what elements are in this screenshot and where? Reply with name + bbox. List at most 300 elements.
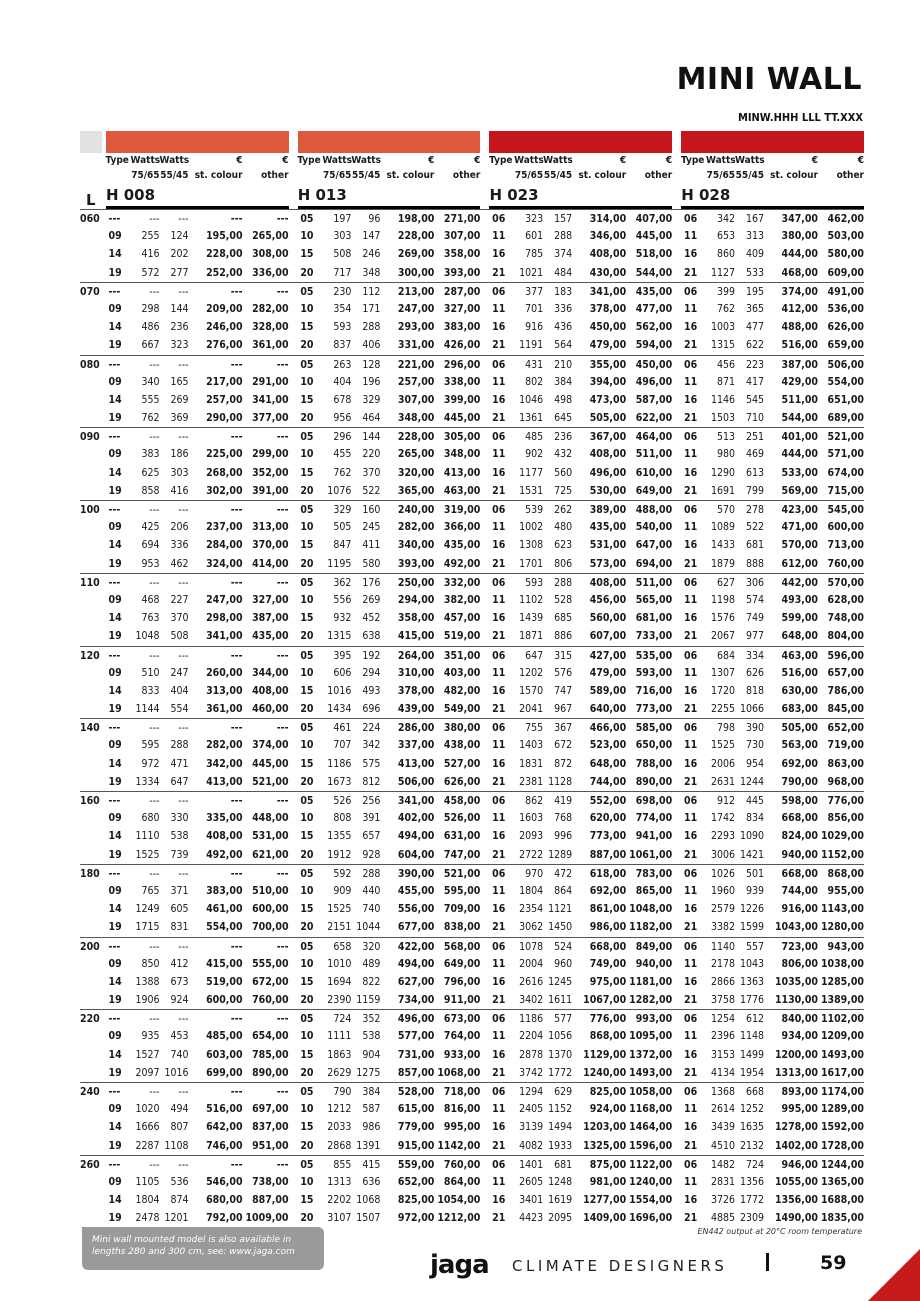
table-cell: 19 xyxy=(108,339,122,352)
table-cell: 615,00 xyxy=(397,1103,435,1116)
table-cell: 21 xyxy=(684,412,698,425)
table-cell: --- xyxy=(178,722,189,735)
column-header-cell: Watts xyxy=(130,155,161,166)
column-header-cell: Type xyxy=(681,155,705,166)
column-header-cell: st. colour xyxy=(386,170,435,181)
table-cell: 11 xyxy=(684,230,698,243)
group-cells xyxy=(681,283,864,300)
table-cell: 488,00 xyxy=(635,504,673,516)
table-cell: 933,00 xyxy=(443,1048,481,1061)
table-cell: 06 xyxy=(684,722,698,735)
table-cell: 14 xyxy=(108,975,122,988)
table-row xyxy=(80,700,864,718)
group-cells xyxy=(106,391,289,409)
table-cell: 1804 xyxy=(519,884,544,897)
table-cell: 387,00 xyxy=(252,612,289,625)
table-cell: 538 xyxy=(362,1030,381,1043)
group-cells xyxy=(297,409,480,427)
table-cell: 521,00 xyxy=(443,867,481,880)
table-cell: 16 xyxy=(492,757,506,770)
length-cell xyxy=(80,1191,106,1209)
table-cell: 299,00 xyxy=(252,448,289,461)
table-cell: 19 xyxy=(108,703,122,716)
table-cell: 293,00 xyxy=(397,321,435,334)
table-cell: 1493,00 xyxy=(820,1048,864,1061)
table-cell: 694,00 xyxy=(635,557,673,570)
table-cell: 554 xyxy=(170,703,189,716)
length-cell: 110 xyxy=(80,576,100,589)
table-cell: --- xyxy=(276,867,289,880)
table-cell: 593 xyxy=(333,321,352,334)
table-cell: 417 xyxy=(745,375,764,388)
table-cell: 623 xyxy=(554,539,573,552)
column-header-group xyxy=(106,153,289,183)
table-cell: 818 xyxy=(745,684,764,697)
table-cell: 977 xyxy=(745,630,764,643)
table-cell: 393,00 xyxy=(397,557,435,570)
table-row xyxy=(80,846,864,864)
group-cells xyxy=(106,792,289,809)
length-cell xyxy=(80,700,106,718)
length-cell xyxy=(80,1100,106,1118)
column-header-cell: € xyxy=(236,155,243,166)
table-cell: 555,00 xyxy=(252,957,289,970)
table-cell: 06 xyxy=(492,940,506,953)
table-cell: 342 xyxy=(716,213,735,225)
table-cell: 21 xyxy=(684,703,698,716)
table-cell: 4510 xyxy=(710,1139,735,1152)
table-cell: 21 xyxy=(492,412,506,425)
table-cell: 779,00 xyxy=(397,1121,435,1134)
table-cell: 855 xyxy=(333,1158,352,1171)
table-cell: 1122,00 xyxy=(629,1158,673,1171)
table-cell: 862 xyxy=(525,795,544,807)
table-cell: 1694 xyxy=(327,975,352,988)
table-cell: 240,00 xyxy=(397,504,435,516)
table-cell: 20 xyxy=(300,630,314,643)
table-cell: 539 xyxy=(525,504,544,516)
length-cell xyxy=(80,482,106,500)
table-cell: 3439 xyxy=(710,1121,735,1134)
table-cell: 1209,00 xyxy=(820,1030,864,1043)
group-cells xyxy=(297,609,480,627)
table-cell: 667 xyxy=(141,339,160,352)
table-cell: 342,00 xyxy=(206,757,243,770)
table-cell: 857,00 xyxy=(397,1066,435,1079)
table-cell: 16 xyxy=(684,757,698,770)
table-cell: 10 xyxy=(300,230,314,243)
table-cell: 378,00 xyxy=(589,302,627,315)
table-cell: 1772 xyxy=(739,1194,764,1207)
table-cell: 1960 xyxy=(710,884,735,897)
table-cell: 2033 xyxy=(327,1121,352,1134)
table-row xyxy=(80,355,864,373)
table-cell: 603,00 xyxy=(206,1048,243,1061)
group-cells xyxy=(106,846,289,864)
table-cell: 463,00 xyxy=(443,484,481,497)
table-row xyxy=(80,827,864,845)
table-cell: 14 xyxy=(108,903,122,916)
table-cell: 440 xyxy=(362,884,381,897)
table-cell: 16 xyxy=(492,612,506,625)
table-cell: 524 xyxy=(554,940,573,953)
table-cell: 1226 xyxy=(739,903,764,916)
table-cell: 1831 xyxy=(519,757,544,770)
table-row xyxy=(80,627,864,645)
length-cell xyxy=(80,227,106,245)
table-cell: 970 xyxy=(525,867,544,880)
group-cells xyxy=(681,1064,864,1082)
section-label: L xyxy=(86,191,96,209)
table-cell: 314,00 xyxy=(589,213,627,225)
table-cell: 1494 xyxy=(548,1121,573,1134)
table-row xyxy=(80,809,864,827)
table-cell: --- xyxy=(149,576,160,589)
group-cells xyxy=(489,973,672,991)
length-cell xyxy=(80,245,106,263)
table-cell: 15 xyxy=(300,1048,314,1061)
table-cell: 278 xyxy=(745,504,764,516)
table-cell: 506,00 xyxy=(827,358,864,371)
table-row xyxy=(80,591,864,609)
table-cell: 2354 xyxy=(519,903,544,916)
table-cell: 1152,00 xyxy=(820,848,864,861)
length-cell xyxy=(80,1027,106,1045)
table-cell: 833 xyxy=(141,684,160,697)
table-cell: 1186 xyxy=(519,1013,544,1026)
table-cell: 1592,00 xyxy=(820,1121,864,1134)
table-cell: 307,00 xyxy=(443,230,481,243)
table-cell: 328,00 xyxy=(252,321,289,334)
table-cell: 352 xyxy=(362,1013,381,1026)
length-cell: 080 xyxy=(80,358,100,371)
table-cell: 1402,00 xyxy=(774,1139,818,1152)
group-title: H 008 xyxy=(106,185,289,209)
table-cell: 306 xyxy=(745,576,764,589)
table-cell: 15 xyxy=(300,1194,314,1207)
table-cell: 858 xyxy=(141,484,160,497)
table-cell: 2605 xyxy=(519,1175,544,1188)
group-cells xyxy=(297,1209,480,1227)
table-cell: 724 xyxy=(333,1013,352,1026)
table-cell: 648,00 xyxy=(781,630,818,643)
table-cell: 503,00 xyxy=(827,230,864,243)
table-cell: 785 xyxy=(525,248,544,261)
table-cell: 2866 xyxy=(710,975,735,988)
table-cell: 407,00 xyxy=(635,213,673,225)
group-cells xyxy=(489,647,672,664)
table-cell: 1275 xyxy=(356,1066,381,1079)
table-cell: 20 xyxy=(300,994,314,1007)
table-cell: 1294 xyxy=(519,1086,544,1098)
group-cells xyxy=(297,882,480,900)
column-header-row xyxy=(681,168,864,183)
group-cells xyxy=(106,1118,289,1136)
table-cell: 612 xyxy=(745,1013,764,1026)
table-cell: 21 xyxy=(492,848,506,861)
group-cells xyxy=(489,609,672,627)
table-cell: 294 xyxy=(362,666,381,679)
table-cell: 186 xyxy=(170,448,189,461)
table-cell: 887,00 xyxy=(589,848,627,861)
corner-accent xyxy=(868,1249,920,1301)
length-cell xyxy=(80,1173,106,1191)
table-cell: 1863 xyxy=(327,1048,352,1061)
table-cell: 286,00 xyxy=(397,722,435,735)
table-cell: 16 xyxy=(492,1048,506,1061)
table-cell: 445 xyxy=(745,795,764,807)
group-cells xyxy=(489,773,672,791)
table-cell: 236 xyxy=(170,321,189,334)
column-header-cell: other xyxy=(644,170,673,181)
table-cell: 11 xyxy=(684,521,698,534)
table-cell: 466,00 xyxy=(589,722,627,735)
group-cells xyxy=(489,882,672,900)
table-row xyxy=(80,464,864,482)
table-cell: --- xyxy=(230,940,243,953)
table-cell: 288 xyxy=(554,230,573,243)
group-cells xyxy=(681,227,864,245)
table-cell: 816,00 xyxy=(443,1103,481,1116)
column-header-cell: Watts xyxy=(322,155,352,166)
table-cell: 11 xyxy=(492,1030,506,1043)
table-cell: 21 xyxy=(492,1139,506,1152)
table-cell: 1596,00 xyxy=(629,1139,673,1152)
group-cells xyxy=(297,518,480,536)
length-cell xyxy=(80,1064,106,1082)
table-cell: 911,00 xyxy=(443,994,481,1007)
table-cell: 626 xyxy=(745,666,764,679)
group-title: H 023 xyxy=(489,185,672,209)
table-cell: 1696,00 xyxy=(629,1212,673,1225)
table-cell: 1315 xyxy=(327,630,352,643)
table-cell: 415,00 xyxy=(397,630,435,643)
column-header-group xyxy=(489,153,672,183)
table-cell: 394,00 xyxy=(589,375,627,388)
group-cells xyxy=(106,536,289,554)
table-cell: 1016 xyxy=(164,1066,189,1079)
table-cell: 10 xyxy=(300,1175,314,1188)
table-cell: --- xyxy=(108,358,121,371)
table-cell: 871 xyxy=(716,375,735,388)
length-cell xyxy=(80,264,106,282)
table-cell: 124 xyxy=(170,230,189,243)
group-cells xyxy=(489,1137,672,1155)
table-cell: 195 xyxy=(745,285,764,298)
table-cell: 423,00 xyxy=(781,504,818,516)
table-cell: 1673 xyxy=(327,775,352,788)
table-cell: 1906 xyxy=(135,994,160,1007)
table-cell: 09 xyxy=(108,448,122,461)
table-cell: 10 xyxy=(300,957,314,970)
table-cell: 16 xyxy=(684,466,698,479)
table-cell: 2616 xyxy=(519,975,544,988)
table-cell: 1078 xyxy=(519,940,544,953)
table-cell: 1691 xyxy=(710,484,735,497)
table-cell: 783,00 xyxy=(635,867,673,880)
table-cell: 540,00 xyxy=(635,521,673,534)
group-cells xyxy=(489,1173,672,1191)
length-cell xyxy=(80,773,106,791)
table-cell: 16 xyxy=(492,539,506,552)
table-cell: --- xyxy=(178,649,189,662)
model-code: MINW.HHH LLL TT.XXX xyxy=(738,111,863,124)
table-row xyxy=(80,227,864,245)
table-cell: 1363 xyxy=(739,975,764,988)
table-cell: 2293 xyxy=(710,830,735,843)
table-row xyxy=(80,791,864,809)
group-cells xyxy=(681,536,864,554)
table-cell: 14 xyxy=(108,248,122,261)
group-cells xyxy=(106,300,289,318)
table-cell: 941,00 xyxy=(635,830,673,843)
group-cells xyxy=(681,300,864,318)
group-cells xyxy=(681,1027,864,1045)
table-cell: 1570 xyxy=(519,684,544,697)
table-cell: 943,00 xyxy=(827,940,864,953)
length-cell xyxy=(80,518,106,536)
table-cell: 14 xyxy=(108,757,122,770)
table-cell: 16 xyxy=(684,903,698,916)
table-cell: 630,00 xyxy=(781,684,818,697)
table-cell: 577 xyxy=(554,1013,573,1026)
table-cell: 2878 xyxy=(519,1048,544,1061)
table-cell: 06 xyxy=(684,285,698,298)
table-cell: 760,00 xyxy=(827,557,864,570)
group-cells xyxy=(106,1137,289,1155)
table-cell: 585,00 xyxy=(635,722,673,735)
table-cell: 429,00 xyxy=(781,375,818,388)
table-cell: 380,00 xyxy=(443,722,481,735)
table-row xyxy=(80,1009,864,1027)
table-cell: 768 xyxy=(554,812,573,825)
length-cell xyxy=(80,755,106,773)
column-header-row xyxy=(297,168,480,183)
group-cells xyxy=(106,827,289,845)
table-cell: 464 xyxy=(362,412,381,425)
group-cells xyxy=(681,264,864,282)
table-cell: 2151 xyxy=(327,921,352,934)
table-cell: 05 xyxy=(300,1158,314,1171)
table-cell: 303 xyxy=(170,466,189,479)
table-cell: 341,00 xyxy=(397,795,435,807)
table-cell: --- xyxy=(149,867,160,880)
table-cell: 1619 xyxy=(548,1194,573,1207)
table-cell: 06 xyxy=(492,867,506,880)
table-cell: 2631 xyxy=(710,775,735,788)
table-row xyxy=(80,955,864,973)
table-cell: 21 xyxy=(684,339,698,352)
table-cell: 1043 xyxy=(739,957,764,970)
table-cell: 485 xyxy=(525,431,544,444)
table-cell: 288 xyxy=(170,739,189,752)
table-cell: 05 xyxy=(300,431,314,444)
table-cell: 271,00 xyxy=(443,213,481,225)
table-cell: 649,00 xyxy=(443,957,481,970)
group-cells xyxy=(681,955,864,973)
table-cell: 05 xyxy=(300,649,314,662)
table-cell: 171 xyxy=(362,302,381,315)
table-cell: 523,00 xyxy=(589,739,627,752)
group-cells xyxy=(297,574,480,591)
table-cell: 291,00 xyxy=(252,375,289,388)
table-cell: 16 xyxy=(492,830,506,843)
table-cell: 11 xyxy=(684,1030,698,1043)
table-cell: 06 xyxy=(492,795,506,807)
column-header-row xyxy=(297,153,480,168)
table-cell: 16 xyxy=(492,466,506,479)
table-cell: 10 xyxy=(300,448,314,461)
group-cells xyxy=(681,1010,864,1027)
column-header-cell: 55/45 xyxy=(160,170,189,181)
table-cell: 904 xyxy=(362,1048,381,1061)
group-cells xyxy=(681,827,864,845)
group-cells xyxy=(681,865,864,882)
table-cell: 863,00 xyxy=(827,757,864,770)
table-cell: 890,00 xyxy=(635,775,673,788)
table-cell: 276,00 xyxy=(206,339,243,352)
table-cell: 594,00 xyxy=(635,339,673,352)
table-cell: 762 xyxy=(141,412,160,425)
table-cell: 1048,00 xyxy=(629,903,673,916)
table-cell: --- xyxy=(108,867,121,880)
table-cell: 1611 xyxy=(548,994,573,1007)
table-cell: 404 xyxy=(170,684,189,697)
table-cell: 209,00 xyxy=(206,302,243,315)
table-cell: 10 xyxy=(300,521,314,534)
group-cells xyxy=(489,1027,672,1045)
table-cell: 11 xyxy=(684,302,698,315)
table-cell: 399 xyxy=(716,285,735,298)
table-cell: 599,00 xyxy=(781,612,818,625)
table-cell: 369 xyxy=(170,412,189,425)
table-cell: 05 xyxy=(300,1086,314,1098)
table-cell: 956 xyxy=(333,412,352,425)
table-cell: 290,00 xyxy=(206,412,243,425)
group-cells xyxy=(297,1046,480,1064)
table-cell: 21 xyxy=(492,630,506,643)
table-cell: 165 xyxy=(170,375,189,388)
group-cells xyxy=(106,627,289,645)
table-cell: 565,00 xyxy=(635,593,673,606)
table-cell: 288 xyxy=(362,321,381,334)
table-cell: 595 xyxy=(141,739,160,752)
table-cell: 1212 xyxy=(327,1103,352,1116)
table-row xyxy=(80,1064,864,1082)
table-cell: 484 xyxy=(554,266,573,279)
table-cell: 1313 xyxy=(327,1175,352,1188)
table-cell: 804,00 xyxy=(827,630,864,643)
table-cell: 568,00 xyxy=(443,940,481,953)
group-cells xyxy=(297,391,480,409)
group-cells xyxy=(297,773,480,791)
table-cell: 837 xyxy=(333,339,352,352)
length-cell: 070 xyxy=(80,285,100,298)
table-cell: 491,00 xyxy=(827,285,864,298)
table-cell: 530,00 xyxy=(589,484,627,497)
table-cell: 680 xyxy=(141,812,160,825)
table-cell: 365,00 xyxy=(397,484,435,497)
table-cell: 1403 xyxy=(519,739,544,752)
table-cell: 19 xyxy=(108,484,122,497)
table-cell: 598,00 xyxy=(781,795,818,807)
table-cell: 785,00 xyxy=(252,1048,289,1061)
table-cell: 544,00 xyxy=(635,266,673,279)
table-cell: 1525 xyxy=(327,903,352,916)
table-cell: 371 xyxy=(170,884,189,897)
length-cell xyxy=(80,664,106,682)
table-cell: --- xyxy=(230,795,243,807)
